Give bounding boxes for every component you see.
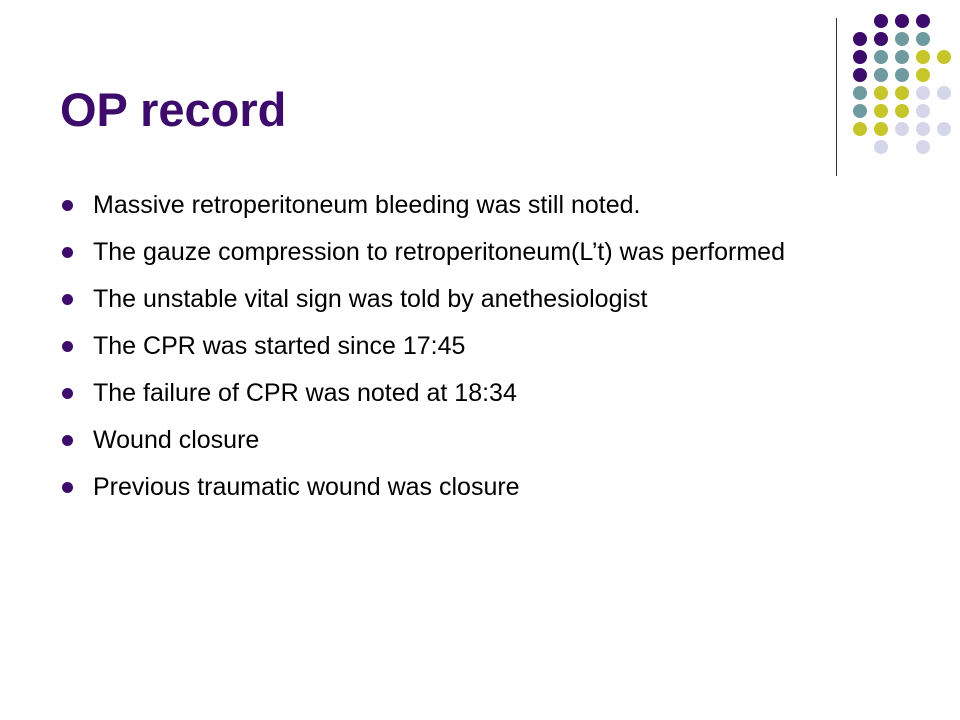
decorative-dot [853,122,867,136]
bullet-text: The gauze compression to retroperitoneum(L’t) was performed [93,238,785,266]
bullet-item [60,378,880,409]
decorative-dot [895,32,909,46]
bullet-item [60,425,880,456]
bullet-text: Wound closure [93,426,260,454]
decorative-dot [895,14,909,28]
decorative-dot [874,14,888,28]
bullet-text: The unstable vital sign was told by anethesiologist [93,285,648,313]
decorative-dot [916,50,930,64]
bullet-item [60,472,880,503]
decorative-dot [895,50,909,64]
bullet-dot-icon [62,388,73,399]
bullet-item [60,237,880,268]
decorative-dot [874,122,888,136]
decorative-dot [937,122,951,136]
bullet-text: Previous traumatic wound was closure [93,473,520,501]
decorative-dot [916,68,930,82]
decorative-dot [853,86,867,100]
decorative-dot [853,50,867,64]
decorative-dot [874,86,888,100]
decorative-dot [916,122,930,136]
bullet-dot-icon [62,482,73,493]
decorative-dot [916,104,930,118]
decorative-dot [853,104,867,118]
decorative-dot [853,68,867,82]
decorative-dot [874,50,888,64]
bullet-dot-icon [62,435,73,446]
decorative-dot [874,32,888,46]
bullet-dot-icon [62,247,73,258]
decorative-dot [916,14,930,28]
decorative-dot [895,68,909,82]
bullet-dot-icon [62,200,73,211]
bullet-text: The CPR was started since 17:45 [93,332,466,360]
bullet-item [60,284,880,315]
slide-title: OP record [60,83,287,136]
decorative-dot [916,140,930,154]
decorative-dot [916,32,930,46]
decorative-dot [916,86,930,100]
decorative-dot [937,50,951,64]
bullet-item [60,331,880,362]
bullet-dot-icon [62,294,73,305]
decorative-dot [895,104,909,118]
vertical-divider [836,18,837,176]
decorative-dot [895,86,909,100]
decorative-dot [937,86,951,100]
decorative-dot [853,32,867,46]
decorative-dot [874,68,888,82]
bullet-list [60,190,880,519]
bullet-text: Massive retroperitoneum bleeding was still noted. [93,191,641,219]
bullet-text: The failure of CPR was noted at 18:34 [93,379,517,407]
decorative-dot [895,122,909,136]
decorative-dot [874,104,888,118]
decorative-dot [874,140,888,154]
bullet-item [60,190,880,221]
bullet-dot-icon [62,341,73,352]
